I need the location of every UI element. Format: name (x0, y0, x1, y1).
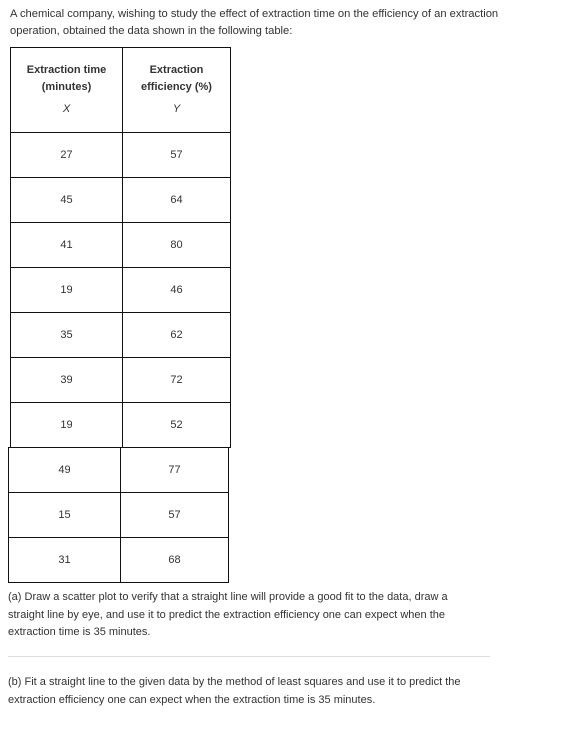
data-table (10, 47, 231, 448)
header-unit: efficiency (%) (141, 81, 212, 93)
section-divider (8, 656, 490, 657)
cell-y: 80 (123, 223, 231, 268)
cell-y: 57 (123, 133, 231, 178)
data-table-continued (8, 447, 229, 583)
question-b: (b) Fit a straight line to the given data by the method of least squares and use it to predict the extraction efficiency one can expect when the extraction time is 35 minutes. (8, 676, 461, 706)
cell-x: 19 (11, 403, 123, 448)
cell-x: 19 (11, 268, 123, 313)
table-row (9, 448, 229, 493)
header-extraction-efficiency (123, 48, 231, 133)
table-row (11, 313, 231, 358)
header-variable: Y (172, 103, 181, 115)
table-row (11, 403, 231, 448)
question-a: (a) Draw a scatter plot to verify that a straight line will provide a good fit to the data, draw a straight line by eye, and use it to predict the extraction efficiency one can expect when the extraction time is 35 minutes. (8, 591, 448, 638)
header-extraction-time (11, 48, 123, 133)
header-unit: (minutes) (41, 81, 92, 93)
cell-y: 77 (121, 448, 229, 493)
table-row (11, 223, 231, 268)
cell-y: 52 (123, 403, 231, 448)
problem-intro: A chemical company, wishing to study the effect of extraction time on the efficiency of an extraction operation, obtained the data shown in the following table: (10, 8, 499, 37)
cell-x: 39 (11, 358, 123, 403)
table-row (11, 268, 231, 313)
cell-x: 45 (11, 178, 123, 223)
table-row (9, 538, 229, 583)
cell-x: 49 (9, 448, 121, 493)
cell-x: 35 (11, 313, 123, 358)
cell-x: 15 (9, 493, 121, 538)
cell-y: 72 (123, 358, 231, 403)
table-row (9, 493, 229, 538)
cell-y: 57 (121, 493, 229, 538)
header-variable: X (62, 103, 71, 115)
header-label: Extraction time (26, 64, 107, 76)
table-header-row (11, 48, 231, 133)
cell-x: 31 (9, 538, 121, 583)
cell-y: 68 (121, 538, 229, 583)
table-row (11, 358, 231, 403)
cell-x: 27 (11, 133, 123, 178)
table-row (11, 178, 231, 223)
cell-x: 41 (11, 223, 123, 268)
table-row (11, 133, 231, 178)
cell-y: 46 (123, 268, 231, 313)
header-label: Extraction (149, 64, 204, 76)
cell-y: 64 (123, 178, 231, 223)
cell-y: 62 (123, 313, 231, 358)
